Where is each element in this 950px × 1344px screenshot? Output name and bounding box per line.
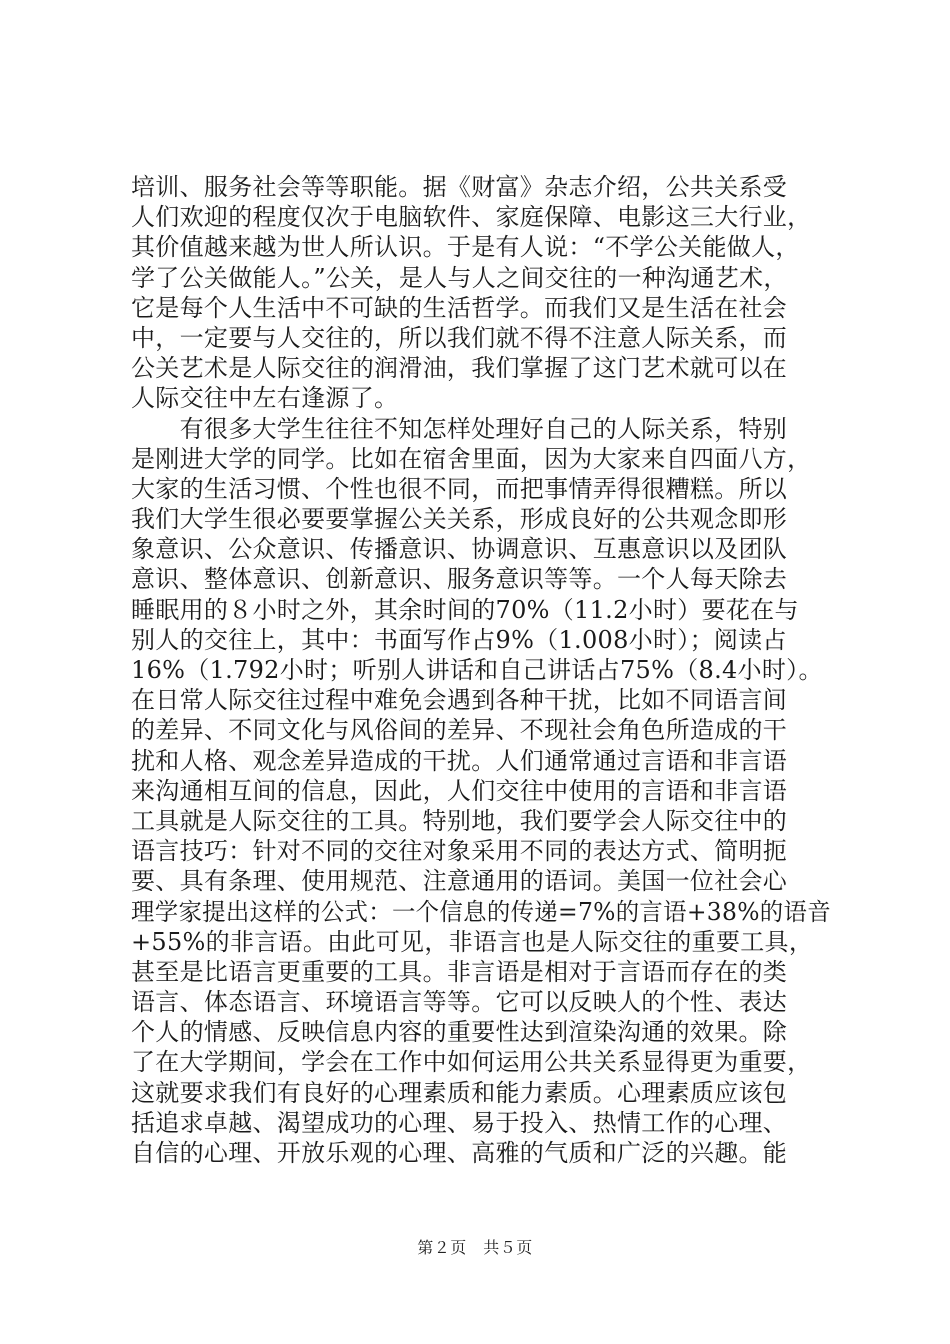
text-line: 语言、体态语言、环境语言等等。它可以反映人的个性、表达	[131, 988, 788, 1017]
text-line: 这就要求我们有良好的心理素质和能力素质。心理素质应该包	[131, 1078, 788, 1107]
text-line: 扰和人格、观念差异造成的干扰。人们通常通过言语和非言语	[131, 746, 788, 775]
text-line: 它是每个人生活中不可缺的生活哲学。而我们又是生活在社会	[131, 293, 788, 322]
page-footer: 第２页 共５页	[417, 1238, 533, 1257]
text-line: 中，一定要与人交往的，所以我们就不得不注意人际关系，而	[131, 323, 788, 352]
text-line: 人们欢迎的程度仅次于电脑软件、家庭保障、电影这三大行业，	[131, 203, 812, 232]
text-line: 大家的生活习惯、个性也很不同，而把事情弄得很糟糕。所以	[131, 474, 788, 503]
text-line: 学了公关做能人。”公关，是人与人之间交往的一种沟通艺术，	[131, 263, 788, 292]
text-line: 了在大学期间，学会在工作中如何运用公共关系显得更为重要，	[131, 1048, 812, 1077]
text-line: 自信的心理、开放乐观的心理、高雅的气质和广泛的兴趣。能	[131, 1139, 788, 1167]
text-line: 工具就是人际交往的工具。特别地，我们要学会人际交往中的	[131, 806, 788, 835]
text-line: 要、具有条理、使用规范、注意通用的语词。美国一位社会心	[131, 867, 788, 896]
text-line: 语言技巧：针对不同的交往对象采用不同的表达方式、简明扼	[131, 837, 788, 866]
text-line: +55%的非言语。由此可见，非语言也是人际交往的重要工具，	[131, 927, 814, 956]
text-line: 培训、服务社会等等职能。据《财富》杂志介绍，公共关系受	[131, 173, 788, 201]
body-text	[131, 172, 831, 1168]
text-line: 是刚进大学的同学。比如在宿舍里面，因为大家来自四面八方，	[131, 444, 812, 473]
text-line: 我们大学生很必要要掌握公关关系，形成良好的公共观念即形	[131, 505, 788, 534]
text-line: 理学家提出这样的公式：一个信息的传递=7%的言语+38%的语音	[131, 897, 831, 926]
text-line: 括追求卓越、渴望成功的心理、易于投入、热情工作的心理、	[131, 1108, 788, 1137]
text-line: 个人的情感、反映信息内容的重要性达到渲染沟通的效果。除	[131, 1018, 788, 1047]
text-line: 象意识、公众意识、传播意识、协调意识、互惠意识以及团队	[131, 535, 788, 564]
text-line: 16%（1.792小时；听别人讲话和自己讲话占75%（8.4小时）。	[131, 656, 823, 684]
text-line: 甚至是比语言更重要的工具。非言语是相对于言语而存在的类	[131, 957, 788, 986]
text-line: 来沟通相互间的信息，因此，人们交往中使用的言语和非言语	[131, 776, 788, 805]
text-line: 别人的交往上，其中：书面写作占9%（1.008小时）；阅读占	[131, 625, 787, 654]
text-line: 人际交往中左右逢源了。	[131, 384, 399, 413]
text-line: 公关艺术是人际交往的润滑油，我们掌握了这门艺术就可以在	[131, 354, 788, 383]
text-line: 意识、整体意识、创新意识、服务意识等等。一个人每天除去	[131, 565, 788, 594]
text-line: 在日常人际交往过程中难免会遇到各种干扰，比如不同语言间	[131, 686, 788, 715]
text-line: 其价值越来越为世人所认识。于是有人说：“不学公关能做人，	[131, 233, 800, 262]
text-line: 睡眠用的８小时之外，其余时间的70%（11.2小时）要花在与	[131, 595, 799, 624]
text-line: 有很多大学生往往不知怎样处理好自己的人际关系，特别	[131, 414, 788, 443]
text-line: 的差异、不同文化与风俗间的差异、不现社会角色所造成的干	[131, 716, 788, 745]
